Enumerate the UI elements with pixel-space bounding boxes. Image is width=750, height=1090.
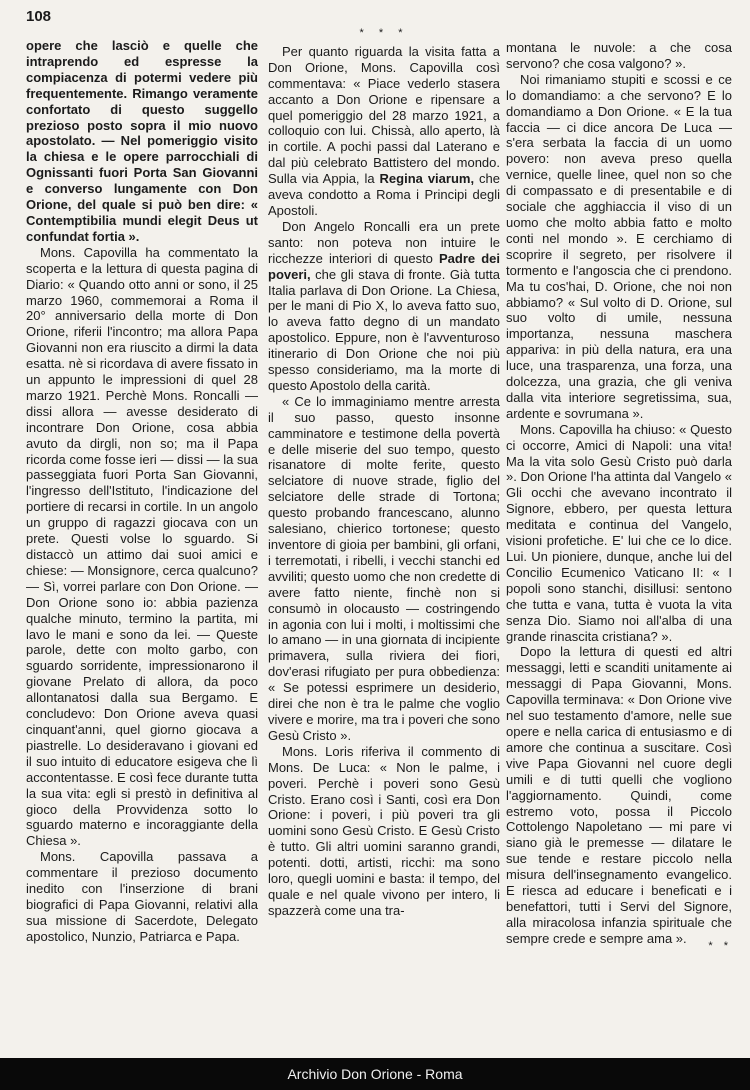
- paragraph: Dopo la lettura di questi ed altri messaggi, letti e scanditi unitamente ai messaggi di Papa Giovanni, Mons. Capovilla terminava: « Don Orione vive nel suo testamento d'amore, nelle sue opere e nella carica di entusiasmo e di amore che continua a suscitare. Così vive Papa Giovanni nel cuore degli umili e di tutti quelli che vogliono l'aggiornamento. Quindi, come estremo voto, possa il Piccolo Cottolengo Napoletano — mi pare vi siano già le premesse — dilatare le sue tende e restare piccolo nella misura dell'insegnamento evangelico. E riesca ad educare i beneficati e i benefattori, tutti i Servi del Signore, alla miracolosa infanzia spirituale che sempre crede e sempre ama ».: [506, 644, 732, 946]
- paragraph: « Ce lo immaginiamo mentre arresta il suo passo, questo insonne camminatore e testimone della povertà e delle miserie del suo tempo, questo risanatore di molte ferite, questo selciatore di nuove strade, figlio del selciatore delle strade di Tortona; questo probando francescano, alunno salesiano, chierico tortonese; questo inventore di gioia per bambini, gli orfani, i terremotati, i ribelli, i vecchi stanchi ed avviliti; questo uomo che non credette di avere fatto niente, finchè non si consumò in olocausto — costringendo in agonia con lui i molti, i moltissimi che lo amano — in una giornata di incipiente primavera, sulla riviera dei fiori, dov'erasi rifugiato per pura obbedienza: « Se potessi esprimere un desiderio, direi che non è tra le palme che voglio vivere e morire, ma tra i poveri che sono Gesù Cristo ».: [268, 393, 500, 743]
- text-segment: che aveva condotto a Roma i Principi degli Apostoli.: [268, 171, 500, 218]
- page-number: 108: [26, 8, 52, 25]
- column-3: [506, 40, 732, 955]
- emphasis-padre-dei-poveri: Padre dei poveri,: [268, 250, 500, 282]
- text-segment: Per quanto riguarda la visita fatta a Don Orione, Mons. Capovilla così commentava: « Piace vederlo stasera accanto a Don Orione e ripensare a quel pomeriggio del 28 marzo 1921, a colloquio con lui. Chissà, allo aperto, là in cortile. A pochi passi dal Laterano e dal più celebrato Battistero del mondo. Sulla via Appia, la: [268, 43, 500, 187]
- archive-footer: Archivio Don Orione - Roma: [0, 1058, 750, 1090]
- text-segment: che gli stava di fronte. Già tutta Italia parlava di Don Orione. La Chiesa, per le mani di Pio X, lo aveva fatto suo, lo aveva fatto degno di un mandato apostolico. Eppure, non è l'avventuroso itinerario di Don Orione che noi più spesso consideriamo, ma la morte di questo Apostolo della carità.: [268, 266, 500, 393]
- paragraph: Mons. Loris riferiva il commento di Mons. De Luca: « Non le palme, i poveri. Perchè i poveri sono Gesù Cristo. Erano così i Santi, così era Don Orione: i poveri, i più poveri tra gli uomini sono Gesù Cristo. E Gesù Cristo è tutto. Gli altri uomini saranno grandi, potenti. dotti, artisti, ricchi: ma sono loro, quegli uomini e basta: il tempo, del quale e nel quale vivono per intero, li spazzerà come una tra-: [268, 743, 500, 918]
- text-segment: Don Angelo Roncalli era un prete santo: non poteva non intuire le ricchezze interiori di questo: [268, 218, 500, 266]
- paragraph: Noi rimaniamo stupiti e scossi e ce lo domandiamo: a che servono? E lo domandiamo a Don Orione. « E la tua faccia — ci dice ancora De Luca — s'era serbata la faccia di un uomo povero: non aveva preso quella vernice, quelle linee, quel non so che di compassato e di presentabile e di sociale che agghiaccia il viso di un uomo che molto abbia fatto e molto conti nel mondo ». E cerchiamo di scoprire il segreto, per risolvere il tormento e l'angoscia che ci prendono. Ma tu cos'hai, D. Orione, che noi non abbiamo? « Sul volto di D. Orione, sul suo volto di umile, nessuna importanza, nessuna maschera appariva: in più della natura, era una luce, una trasparenza, una forza, una dolcezza, una grazia, che gli veniva dalla vita interiore segretissima, sua, ardente e sovrumana ».: [506, 71, 732, 421]
- paragraph: [268, 44, 500, 219]
- end-mark-stars: * *: [708, 939, 732, 952]
- paragraph: Mons. Capovilla ha commentato la scoperta e la lettura di questa pagina di Diario: « Quando otto anni or sono, il 25 marzo 1960, commemorai a Roma il 20° anniversario della morte di Don Orione, riferii l'incontro; ma allora Papa Giovanni non era riuscito a dirmi la data esatta. nè si ricordava di avere fissato in un appunto le impressioni di quel 28 marzo 1921. Perchè Mons. Roncalli — dissi allora — avesse desiderato di incontrare Don Orione, cosa abbia avuto da dirgli, non so; ma il Papa ricorda come fosse ieri — dissi — la sua passeggiata fuori Porta San Giovanni, l'ingresso dell'Istituto, l'indicazione del portiere di recarsi in cortile. In un angolo un gruppo di ragazzi giocava con un prete. Questi volse lo sguardo. Si distaccò un attimo dai suoi amici e chiese: — Monsignore, cerca qualcuno? — Sì, vorrei parlare con Don Orione. — Don Orione sono io: abbia pazienza qualche minuto, termino la partita, mi lavo le mani e sono da lei. — Queste parole, dette con molto garbo, con sguardo sorridente, impressionarono il giovane Prelato di allora, da poco allontanatosi dalla sua Bergamo. E concludevo: Don Orione aveva quasi cinquant'anni, quel giorno giocava a piastrelle. Lo desideravano i giovani ed il suo intuito di educatore esigeva che lì accontentasse. E così fece durante tutta la sua vita: egli si prestò in definitiva al gioco della Provvidenza sotto lo sguardo materno e incoraggiante della Chiesa ».: [26, 244, 258, 849]
- bold-lead-paragraph: opere che lasciò e quelle che intraprendo ed espresse la compiacenza di potermi vedere più frequentemente. Rimango veramente confortato di questo suggello prezioso posto sopra il mio nuovo apostolato. — Nel pomeriggio visito la chiesa e le opere parrocchiali di Ognissanti fuori Porta San Giovanni e converso lungamente con Don Orione, del quale si può ben dire: « Contemptibilia mundi elegit Deus ut confundat fortia ».: [26, 38, 258, 244]
- section-divider-stars: * * *: [359, 27, 409, 39]
- paragraph: Mons. Capovilla passava a commentare il prezioso documento inedito con l'inserzione di brani biografici di Papa Giovanni, relativi alla sua missione di Sacerdote, Delegato apostolico, Nunzio, Patriarca e Papa.: [26, 849, 258, 944]
- paragraph-continuation: montana le nuvole: a che cosa servono? che cosa valgono? ».: [506, 40, 732, 71]
- paragraph: [268, 219, 500, 394]
- column-1: [26, 38, 258, 945]
- column-2: [268, 27, 500, 919]
- paragraph: Mons. Capovilla ha chiuso: « Questo ci occorre, Amici di Napoli: una vita! Ma la vita solo Gesù Cristo può darla ». Don Orione l'ha attinta dal Vangelo « Gli occhi che avevano incontrato il Signore, ebbero, per questa lettura meditata e continua del Vangelo, visioni profetiche. E' lui che ce lo dice. Lui. Un pioniere, dunque, anche lui del Concilio Ecumenico Vaticano II: « I popoli sono stanchi, disillusi: sentono che tutta e vana, tutta è vuota la vita senza Dio. Siamo noi all'alba di una grande rinascita cristiana? ».: [506, 421, 732, 644]
- emphasis-regina-viarum: Regina viarum,: [379, 171, 475, 187]
